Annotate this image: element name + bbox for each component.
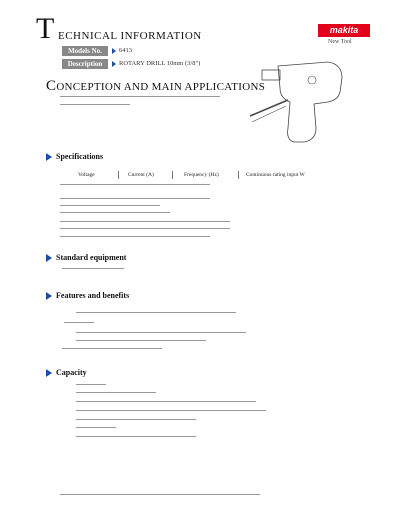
text-line xyxy=(60,221,230,222)
model-label: Models No. xyxy=(62,46,108,56)
spec-header-frequency: Frequency (Hz) xyxy=(184,172,219,178)
spec-header-input: Continuous rating input W xyxy=(246,172,305,178)
concept-rest: ONCEPTION AND MAIN APPLICATIONS xyxy=(56,81,266,93)
text-line xyxy=(76,340,206,341)
brand-logo: makita xyxy=(318,24,370,37)
title-initial: T xyxy=(36,12,55,45)
text-line xyxy=(60,205,160,206)
footer-line xyxy=(60,494,260,495)
features-heading: Features and benefits xyxy=(56,291,130,300)
text-line xyxy=(60,236,210,237)
page-title: ECHNICAL INFORMATION xyxy=(58,30,202,42)
concept-heading xyxy=(46,78,265,95)
arrow-right-icon xyxy=(112,61,116,67)
text-line xyxy=(76,410,266,411)
text-line xyxy=(60,104,130,105)
text-line xyxy=(76,436,196,437)
brand-subtitle: New Tool xyxy=(328,39,352,45)
text-line xyxy=(76,401,256,402)
text-line xyxy=(76,332,246,333)
specifications-heading: Specifications xyxy=(56,152,104,161)
arrow-right-icon xyxy=(112,48,116,54)
capacity-heading: Capacity xyxy=(56,368,87,377)
table-divider xyxy=(172,171,173,179)
text-line xyxy=(60,212,170,213)
spec-header-current: Current (A) xyxy=(128,172,154,178)
text-line xyxy=(76,427,116,428)
spec-header-voltage: Voltage xyxy=(78,172,95,178)
section-arrow-icon xyxy=(46,254,52,262)
section-arrow-icon xyxy=(46,153,52,161)
standard-equipment-heading: Standard equipment xyxy=(56,253,127,262)
text-line xyxy=(76,392,156,393)
table-divider xyxy=(118,171,119,179)
text-line xyxy=(76,312,236,313)
text-line xyxy=(64,322,94,323)
section-arrow-icon xyxy=(46,369,52,377)
drill-illustration-icon xyxy=(250,58,350,148)
text-line xyxy=(60,96,220,97)
text-line xyxy=(60,198,210,199)
text-line xyxy=(62,348,162,349)
concept-initial: C xyxy=(46,78,57,94)
text-line xyxy=(76,419,196,420)
text-line xyxy=(60,228,230,229)
description-label: Description xyxy=(62,59,108,69)
text-line xyxy=(62,268,124,269)
description-value: ROTARY DRILL 10mm (3/8") xyxy=(119,60,201,67)
text-line xyxy=(60,184,210,185)
table-divider xyxy=(238,171,239,179)
text-line xyxy=(76,384,106,385)
model-value: 6413 xyxy=(119,47,132,54)
section-arrow-icon xyxy=(46,292,52,300)
